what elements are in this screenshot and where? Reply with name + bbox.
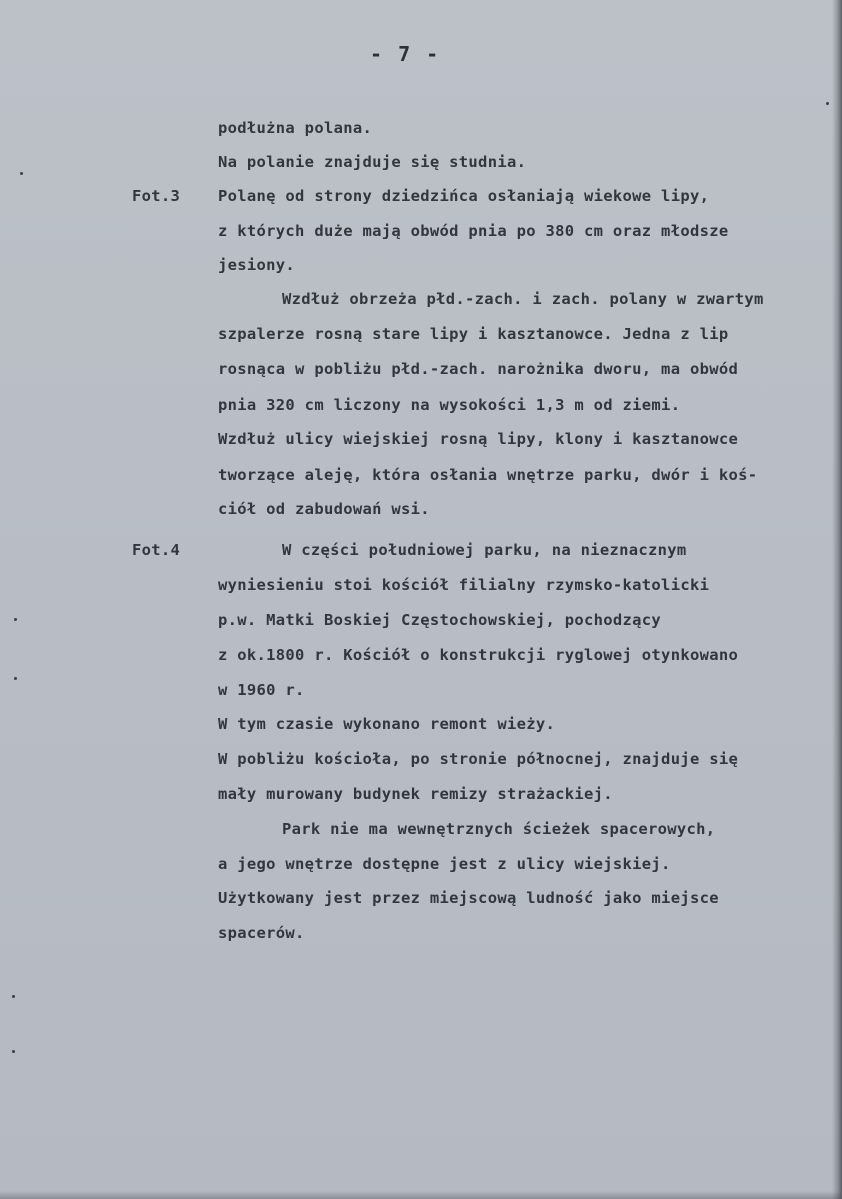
- margin-label-fot3: Fot.3: [132, 187, 181, 205]
- text-line: Wzdłuż obrzeża płd.-zach. i zach. polany w zwartym: [282, 290, 764, 308]
- text-line: W tym czasie wykonano remont wieży.: [218, 715, 556, 733]
- text-line: W części południowej parku, na nieznacznym: [282, 541, 687, 559]
- text-line: a jego wnętrze dostępne jest z ulicy wiejskiej.: [218, 855, 671, 873]
- text-line: Polanę od strony dziedzińca osłaniają wiekowe lipy,: [218, 187, 710, 205]
- text-line: Wzdłuż ulicy wiejskiej rosną lipy, klony i kasztanowce: [218, 430, 739, 448]
- page-bottom-shadow: [0, 1191, 842, 1199]
- paper-speck: [14, 618, 17, 621]
- text-line: Na polanie znajduje się studnia.: [218, 153, 527, 171]
- paper-speck: [14, 677, 17, 680]
- page-number: - 7 -: [370, 42, 441, 66]
- text-line: z których duże mają obwód pnia po 380 cm oraz młodsze: [218, 222, 729, 240]
- text-line: ciół od zabudowań wsi.: [218, 500, 430, 518]
- text-line: pnia 320 cm liczony na wysokości 1,3 m od ziemi.: [218, 396, 681, 414]
- text-line: W pobliżu kościoła, po stronie północnej, znajduje się: [218, 750, 739, 768]
- paper-speck: [12, 1050, 15, 1053]
- paper-speck: [12, 995, 15, 998]
- paper-speck: [826, 102, 829, 105]
- text-line: wyniesieniu stoi kościół filialny rzymsko-katolicki: [218, 576, 710, 594]
- text-line: Użytkowany jest przez miejscową ludność jako miejsce: [218, 889, 719, 907]
- margin-label-fot4: Fot.4: [132, 541, 181, 559]
- text-line: jesiony.: [218, 256, 296, 274]
- text-line: p.w. Matki Boskiej Częstochowskiej, pochodzący: [218, 611, 662, 629]
- page-edge-shadow: [832, 0, 842, 1199]
- text-line: tworzące aleję, która osłania wnętrze parku, dwór i koś-: [218, 466, 758, 484]
- text-line: w 1960 r.: [218, 681, 305, 699]
- text-line: Park nie ma wewnętrznych ścieżek spacerowych,: [282, 820, 716, 838]
- text-line: rosnąca w pobliżu płd.-zach. narożnika dworu, ma obwód: [218, 360, 739, 378]
- text-line: z ok.1800 r. Kościół o konstrukcji ryglowej otynkowano: [218, 646, 739, 664]
- text-line: spacerów.: [218, 924, 305, 942]
- paper-speck: [20, 172, 23, 175]
- text-line: mały murowany budynek remizy strażackiej.: [218, 785, 613, 803]
- text-line: szpalerze rosną stare lipy i kasztanowce. Jedna z lip: [218, 325, 729, 343]
- text-line: podłużna polana.: [218, 119, 373, 137]
